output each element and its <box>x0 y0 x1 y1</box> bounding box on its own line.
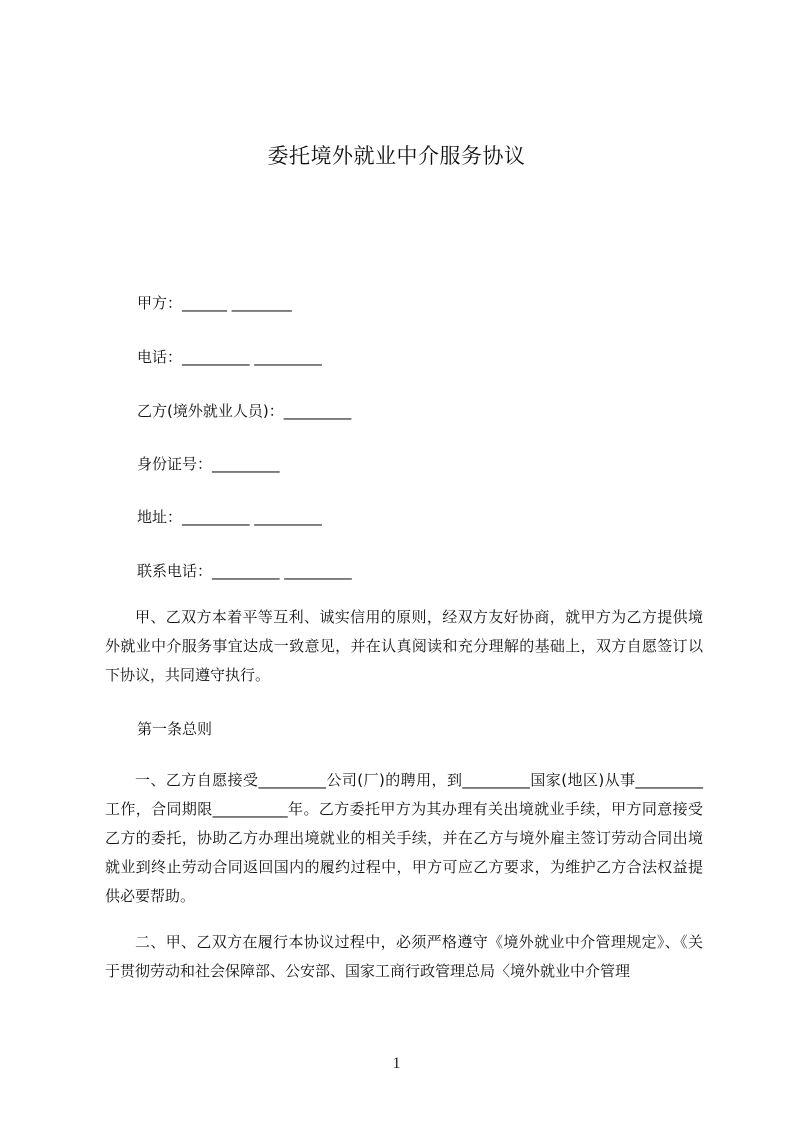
document-title: 委托境外就业中介服务协议 <box>267 144 526 168</box>
clause-2-paragraph: 二、甲、乙双方在履行本协议过程中，必须严格遵守《境外就业中介管理规定》、《关于贯彻劳动和社会保障部、公安部、国家工商行政管理总局〈境外就业中介管理 <box>105 933 703 980</box>
id-number-field: 身份证号：_________ <box>137 455 280 473</box>
address-field: 地址：_________ _________ <box>137 508 322 526</box>
party-a-field: 甲方：______ ________ <box>137 294 292 312</box>
party-b-field: 乙方(境外就业人员)：_________ <box>137 402 352 420</box>
intro-paragraph: 甲、乙双方本着平等互利、诚实信用的原则，经双方友好协商，就甲方为乙方提供境外就业中介服务事宜达成一致意见，并在认真阅读和充分理解的基础上，双方自愿签订以下协议，共同遵守执行。 <box>105 608 703 684</box>
section-heading: 第一条总则 <box>137 720 213 738</box>
contact-phone-field: 联系电话：_________ _________ <box>137 562 352 580</box>
page-number: 1 <box>392 1055 401 1072</box>
phone-field: 电话：_________ _________ <box>137 348 322 366</box>
clause-1-paragraph: 一、乙方自愿接受_________公司(厂)的聘用，到_________国家(地区)从事_________工作，合同期限__________年。乙方委托甲方为其办理有关出境就业手续，甲方同意接受乙方的委托，协助乙方办理出境就业的相关手续，并在乙方与境外雇主签订劳动合同出境就业到终止劳动合同返回国内的履约过程中，甲方可应乙方要求，为维护乙方合法权益提供必要帮助。 <box>105 771 703 905</box>
